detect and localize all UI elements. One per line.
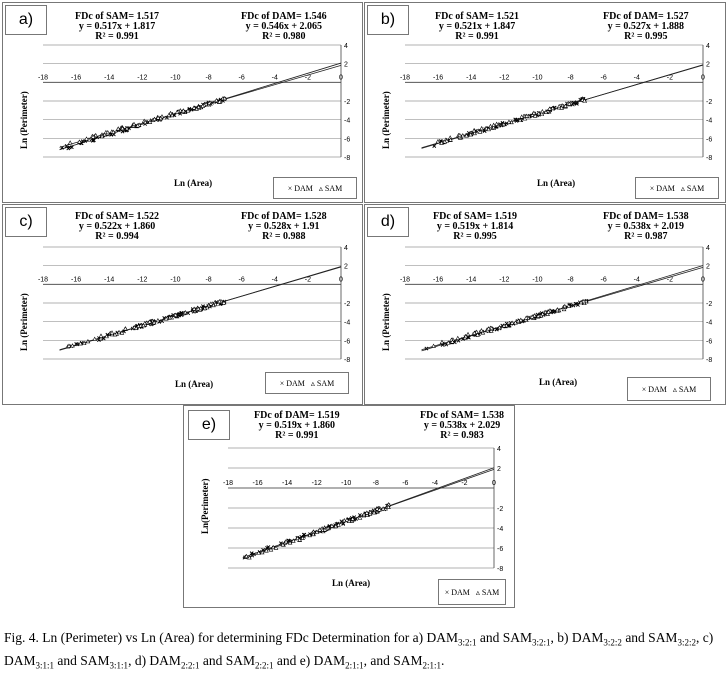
- x-tick-label: 0: [339, 74, 343, 82]
- x-tick-label: -16: [71, 276, 82, 284]
- equation-left: FDc of SAM= 1.519 y = 0.519x + 1.814 R² = 0.995: [433, 211, 518, 242]
- x-tick-label: -10: [532, 276, 543, 284]
- x-tick-label: -6: [600, 74, 607, 82]
- y-tick-label: 4: [706, 245, 710, 252]
- y-tick-label: -2: [344, 301, 351, 308]
- x-tick-label: -2: [304, 276, 312, 284]
- x-tick-label: 0: [339, 276, 343, 284]
- x-tick-label: -8: [205, 276, 212, 284]
- x-tick-label: -14: [104, 276, 115, 284]
- panel-label: a): [5, 5, 47, 35]
- equation-right: FDc of DAM= 1.528 y = 0.528x + 1.91 R² = 0.988: [241, 211, 327, 242]
- y-axis-label: Ln (Perimeter): [19, 91, 29, 149]
- scatter-plot: [397, 41, 717, 161]
- legend-sam: ▵ SAM: [475, 587, 500, 597]
- y-tick-label: 4: [706, 43, 710, 50]
- x-tick-label: -10: [170, 276, 181, 284]
- chart-panel-c: [2, 204, 363, 405]
- y-tick-label: -6: [706, 338, 713, 346]
- x-tick-label: -14: [466, 74, 477, 82]
- panel-label: e): [188, 410, 230, 440]
- legend-sam: ▵ SAM: [672, 384, 697, 394]
- y-axis-label: Ln (Perimeter): [381, 91, 391, 149]
- panel-label: c): [5, 207, 47, 237]
- y-tick-label: -6: [344, 338, 351, 346]
- x-axis-label: Ln (Area): [539, 377, 578, 387]
- x-tick-label: 0: [492, 480, 496, 487]
- y-tick-label: 2: [344, 263, 348, 271]
- x-tick-label: -8: [372, 480, 379, 487]
- y-tick-label: -8: [344, 357, 351, 364]
- x-tick-label: -18: [399, 276, 411, 284]
- data-point-sam: [541, 110, 545, 113]
- legend-dam: × DAM: [287, 183, 313, 193]
- x-tick-label: -18: [399, 74, 411, 82]
- y-tick-label: 2: [344, 61, 348, 69]
- equation-right: FDc of SAM= 1.538 y = 0.538x + 2.029 R² = 0.983: [420, 410, 505, 441]
- y-tick-label: 4: [344, 43, 348, 50]
- legend-dam: × DAM: [649, 183, 675, 193]
- y-tick-label: -8: [497, 566, 504, 573]
- equation-left: FDc of DAM= 1.519 y = 0.519x + 1.860 R² = 0.991: [254, 410, 340, 441]
- scatter-plot: [35, 243, 355, 363]
- legend-dam: × DAM: [444, 587, 470, 597]
- equation-left: FDc of SAM= 1.521 y = 0.521x + 1.847 R² = 0.991: [435, 11, 520, 42]
- scatter-plot: [220, 444, 508, 572]
- x-tick-label: -8: [567, 276, 574, 284]
- x-tick-label: -10: [341, 480, 352, 487]
- y-tick-label: -2: [706, 99, 713, 106]
- equation-left: FDc of SAM= 1.517 y = 0.517x + 1.817 R² = 0.991: [75, 11, 160, 42]
- x-axis-label: Ln (Area): [332, 578, 371, 588]
- chart-panel-d: [364, 204, 726, 405]
- x-tick-label: -12: [499, 276, 510, 284]
- y-tick-label: 4: [344, 245, 348, 252]
- y-tick-label: -2: [344, 99, 351, 106]
- scatter-plot: [35, 41, 355, 161]
- panel-label: b): [367, 5, 409, 35]
- x-tick-label: -14: [104, 74, 115, 82]
- x-tick-label: -4: [633, 276, 640, 284]
- chart-panel-b: [364, 2, 726, 203]
- x-tick-label: -10: [532, 74, 543, 82]
- x-tick-label: -18: [37, 276, 49, 284]
- y-tick-label: -4: [706, 117, 713, 125]
- scatter-plot: [397, 243, 717, 363]
- figure-caption: Fig. 4. Ln (Perimeter) vs Ln (Area) for determining FDc Determination for a) $DAM_{3:2:1}$ and $SAM_{3:2:1}$, b) $DAM_{3:2:2}$ and $SAM_{3:2:2}$, c) $DAM_{3:1:1}$ and $SAM_{3:1:1}$, d) $DAM_{2:2:1}$ and $SAM_{2:2:1}$ and e) $DAM_{2:1:1}$, and $SAM_{2:1:1}$.: [4, 630, 714, 671]
- y-tick-label: -6: [497, 546, 504, 553]
- y-tick-label: -6: [706, 136, 713, 144]
- legend-dam: × DAM: [279, 378, 305, 388]
- x-tick-label: -16: [433, 276, 444, 284]
- x-tick-label: -2: [666, 74, 674, 82]
- x-tick-label: -2: [461, 480, 468, 487]
- y-tick-label: -6: [344, 136, 351, 144]
- legend: [265, 372, 349, 394]
- x-tick-label: 0: [701, 276, 705, 284]
- x-tick-label: -2: [666, 276, 674, 284]
- y-tick-label: -8: [706, 357, 713, 364]
- x-tick-label: 0: [701, 74, 705, 82]
- x-tick-label: -2: [304, 74, 312, 82]
- y-tick-label: 2: [497, 466, 501, 473]
- legend: [273, 177, 357, 199]
- y-tick-label: 2: [706, 61, 710, 69]
- y-axis-label: Ln (Perimeter): [19, 293, 29, 351]
- x-tick-label: -10: [170, 74, 181, 82]
- data-point-sam: [557, 104, 561, 107]
- y-tick-label: -2: [706, 301, 713, 308]
- chart-panel-e: [183, 405, 515, 608]
- data-point-sam: [520, 115, 524, 118]
- equation-left: FDc of SAM= 1.522 y = 0.522x + 1.860 R² = 0.994: [75, 211, 160, 242]
- x-tick-label: -8: [567, 74, 574, 82]
- equation-right: FDc of DAM= 1.538 y = 0.538x + 2.019 R² = 0.987: [603, 211, 689, 242]
- y-tick-label: 2: [706, 263, 710, 271]
- x-axis-label: Ln (Area): [537, 178, 576, 188]
- data-point-sam: [99, 334, 103, 337]
- x-tick-label: -6: [238, 74, 245, 82]
- data-point-sam: [480, 127, 484, 130]
- y-tick-label: -8: [344, 155, 351, 162]
- legend-sam: ▵ SAM: [310, 378, 335, 388]
- x-axis-label: Ln (Area): [175, 379, 214, 389]
- legend-sam: ▵ SAM: [680, 183, 705, 193]
- x-tick-label: -12: [137, 276, 148, 284]
- x-tick-label: -8: [205, 74, 212, 82]
- y-tick-label: 4: [497, 446, 501, 453]
- y-tick-label: -8: [706, 155, 713, 162]
- x-tick-label: -12: [137, 74, 148, 82]
- legend-dam: × DAM: [641, 384, 667, 394]
- x-tick-label: -16: [433, 74, 444, 82]
- x-tick-label: -16: [252, 480, 263, 487]
- x-tick-label: -4: [271, 74, 278, 82]
- data-point-sam: [480, 329, 484, 332]
- x-tick-label: -6: [238, 276, 245, 284]
- panel-label: d): [367, 207, 409, 237]
- chart-panel-a: [2, 2, 363, 203]
- x-tick-label: -12: [499, 74, 510, 82]
- x-axis-label: Ln (Area): [174, 178, 213, 188]
- x-tick-label: -12: [311, 480, 322, 487]
- y-tick-label: -4: [344, 319, 351, 327]
- x-tick-label: -4: [271, 276, 278, 284]
- x-tick-label: -16: [71, 74, 82, 82]
- legend: [635, 177, 719, 199]
- y-tick-label: -4: [706, 319, 713, 327]
- x-tick-label: -6: [600, 276, 607, 284]
- legend: [627, 377, 711, 401]
- y-axis-label: Ln(Perimeter): [200, 478, 210, 534]
- legend-sam: ▵ SAM: [318, 183, 343, 193]
- y-tick-label: -4: [497, 526, 504, 533]
- data-point-sam: [466, 333, 470, 336]
- y-tick-label: -4: [344, 117, 351, 125]
- x-tick-label: -6: [402, 480, 409, 487]
- x-tick-label: -4: [431, 480, 439, 487]
- x-tick-label: -18: [37, 74, 49, 82]
- y-axis-label: Ln (Perimeter): [381, 293, 391, 351]
- x-tick-label: -14: [466, 276, 477, 284]
- x-tick-label: -4: [633, 74, 640, 82]
- x-tick-label: -18: [222, 480, 234, 487]
- equation-right: FDc of DAM= 1.527 y = 0.527x + 1.888 R² = 0.995: [603, 11, 689, 42]
- data-point-sam: [489, 124, 493, 127]
- equation-right: FDc of DAM= 1.546 y = 0.546x + 2.065 R² = 0.980: [241, 11, 327, 42]
- data-point-sam: [68, 141, 72, 144]
- y-tick-label: -2: [497, 506, 504, 513]
- data-point-sam: [456, 336, 460, 339]
- legend: [438, 579, 506, 605]
- x-tick-label: -14: [282, 480, 293, 487]
- data-point-sam: [440, 340, 444, 343]
